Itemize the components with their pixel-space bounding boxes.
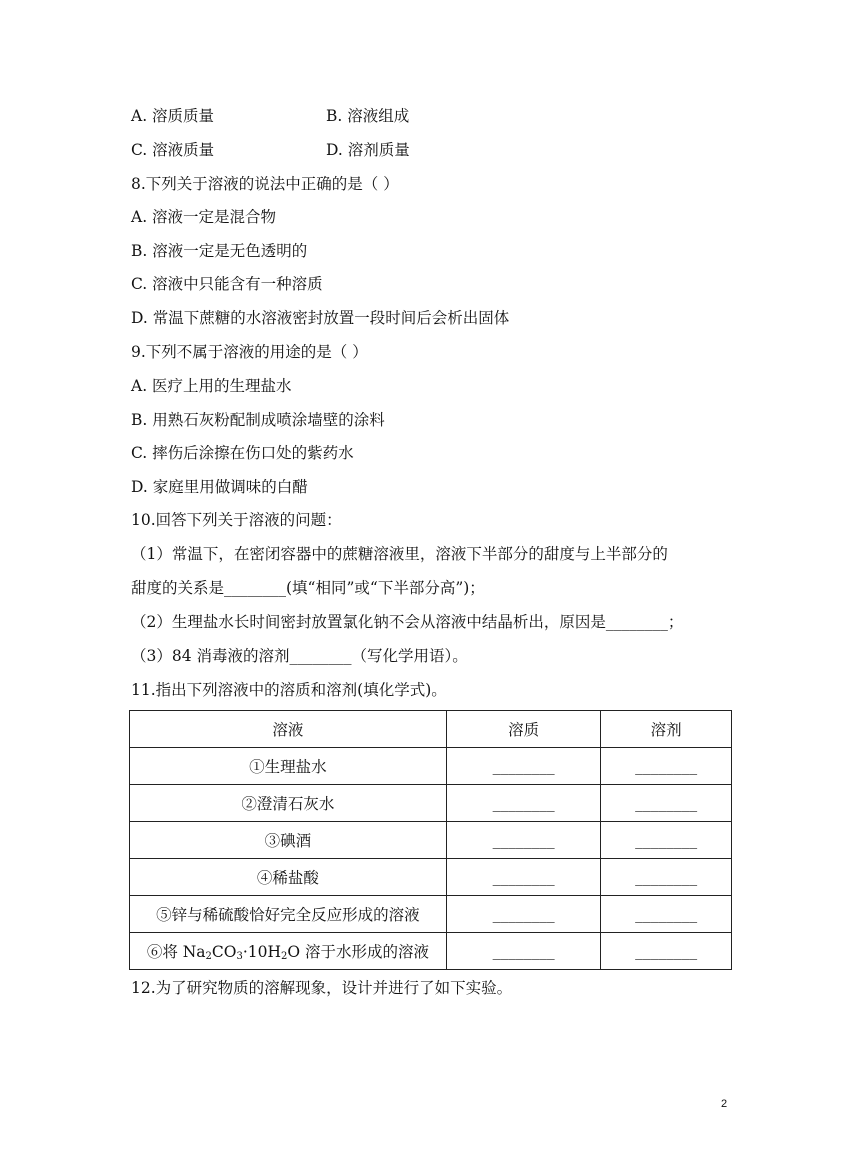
q10-part1-line1: （1）常温下，在密闭容器中的蔗糖溶液里，溶液下半部分的甜度与上半部分的 xyxy=(131,545,668,563)
q10-part3: （3）84 消毒液的溶剂________（写化学用语）。 xyxy=(131,647,468,665)
q11-table xyxy=(129,710,732,970)
table-row xyxy=(130,822,732,859)
q8-stem: 8.下列关于溶液的说法中正确的是（ ） xyxy=(131,175,399,193)
table-header-row xyxy=(130,711,732,748)
cell-solute-blank[interactable]: ________ xyxy=(446,896,600,933)
q10-part1-line2: 甜度的关系是________(填“相同”或“下半部分高”)； xyxy=(131,579,485,597)
q10-stem: 10.回答下列关于溶液的问题： xyxy=(131,511,342,529)
q9-option-b: B. 用熟石灰粉配制成喷涂墙壁的涂料 xyxy=(131,411,385,429)
formula-prefix: ⑥将 Na xyxy=(146,943,206,961)
cell-solution: ①生理盐水 xyxy=(130,748,447,785)
q9-option-c: C. 摔伤后涂擦在伤口处的紫药水 xyxy=(131,444,354,462)
q8-option-d: D. 常温下蔗糖的水溶液密封放置一段时间后会析出固体 xyxy=(131,309,510,327)
cell-solvent-blank[interactable]: ________ xyxy=(601,859,732,896)
header-solvent: 溶剂 xyxy=(601,711,732,748)
q11-stem: 11.指出下列溶液中的溶质和溶剂(填化学式)。 xyxy=(131,681,447,699)
cell-solvent-blank[interactable]: ________ xyxy=(601,748,732,785)
table-row xyxy=(130,859,732,896)
q9-stem: 9.下列不属于溶液的用途的是（ ） xyxy=(131,343,368,361)
table-row xyxy=(130,896,732,933)
q10-part2: （2）生理盐水长时间密封放置氯化钠不会从溶液中结晶析出，原因是________； xyxy=(131,613,684,631)
cell-solution: ③碘酒 xyxy=(130,822,447,859)
cell-solute-blank[interactable]: ________ xyxy=(446,748,600,785)
cell-solvent-blank[interactable]: ________ xyxy=(601,785,732,822)
cell-solution: ②澄清石灰水 xyxy=(130,785,447,822)
cell-solution: ⑤锌与稀硫酸恰好完全反应形成的溶液 xyxy=(130,896,447,933)
q8-option-c: C. 溶液中只能含有一种溶质 xyxy=(131,275,323,293)
cell-solvent-blank[interactable]: ________ xyxy=(601,896,732,933)
q8-option-b: B. 溶液一定是无色透明的 xyxy=(131,242,308,260)
cell-solution: ⑥将 $Na_2CO_3\cdot 10H_2O$ 溶于水形成的溶液 xyxy=(130,933,447,970)
q7-option-row-1 xyxy=(131,106,410,126)
q9-option-a: A. 医疗上用的生理盐水 xyxy=(131,377,292,395)
q12-stem: 12.为了研究物质的溶解现象，设计并进行了如下实验。 xyxy=(131,979,513,997)
table-row xyxy=(130,785,732,822)
cell-solvent-blank[interactable]: ________ xyxy=(601,933,732,970)
q9-option-d: D. 家庭里用做调味的白醋 xyxy=(131,478,308,496)
cell-solute-blank[interactable]: ________ xyxy=(446,822,600,859)
cell-solvent-blank[interactable]: ________ xyxy=(601,822,732,859)
table-row xyxy=(130,748,732,785)
cell-solute-blank[interactable]: ________ xyxy=(446,933,600,970)
header-solute: 溶质 xyxy=(446,711,600,748)
header-solution: 溶液 xyxy=(130,711,447,748)
q7-option-b: B. 溶液组成 xyxy=(326,107,410,125)
table-row xyxy=(130,933,732,970)
q7-option-d: D. 溶剂质量 xyxy=(326,141,410,159)
cell-solution: ④稀盐酸 xyxy=(130,859,447,896)
q7-option-row-2 xyxy=(131,140,410,160)
formula-suffix: O 溶于水形成的溶液 xyxy=(287,943,430,961)
page-number: 2 xyxy=(721,1098,728,1110)
cell-solute-blank[interactable]: ________ xyxy=(446,785,600,822)
cell-solute-blank[interactable]: ________ xyxy=(446,859,600,896)
q8-option-a: A. 溶液一定是混合物 xyxy=(131,208,277,226)
q7-option-c: C. 溶液质量 xyxy=(131,141,215,159)
q7-option-a: A. 溶质质量 xyxy=(131,107,215,125)
